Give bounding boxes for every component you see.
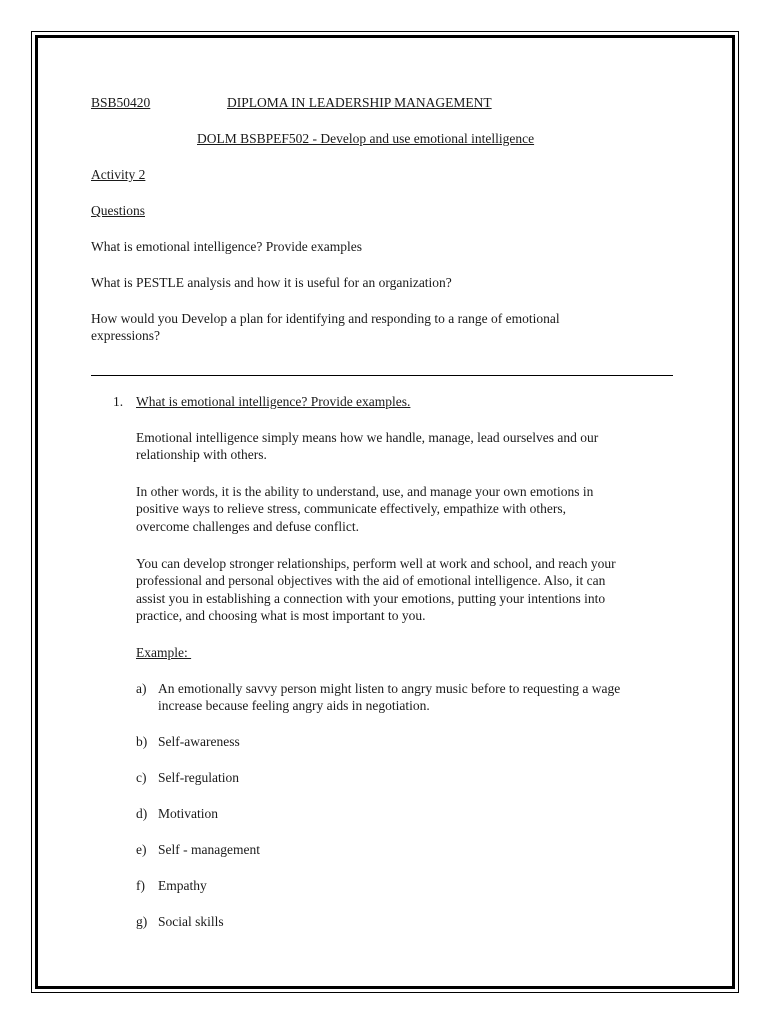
para2-line-2: positive ways to relieve stress, communicate effectively, empathize with others, — [136, 501, 566, 516]
example-heading: Example: — [136, 645, 192, 660]
answer-heading: What is emotional intelligence? Provide examples. — [136, 394, 411, 409]
para1-line-2: relationship with others. — [136, 447, 267, 462]
example-a-line-2: increase because feeling angry aids in negotiation. — [158, 698, 430, 713]
example-b-marker: b) — [136, 734, 148, 749]
example-c-marker: c) — [136, 770, 147, 785]
example-d-marker: d) — [136, 806, 148, 821]
questions-heading: Questions — [91, 203, 145, 218]
example-f-text: Empathy — [158, 878, 207, 893]
para1-line-1: Emotional intelligence simply means how we handle, manage, lead ourselves and our — [136, 430, 599, 445]
course-title: DIPLOMA IN LEADERSHIP MANAGEMENT — [227, 95, 492, 110]
example-a-line-1: An emotionally savvy person might listen to angry music before to requesting a wage — [158, 681, 621, 696]
para3-line-4: practice, and choosing what is most important to you. — [136, 608, 426, 623]
para3-line-3: assist you in establishing a connection with your emotions, putting your intentions into — [136, 591, 606, 606]
example-c-text: Self-regulation — [158, 770, 239, 785]
para3-line-1: You can develop stronger relationships, perform well at work and school, and reach your — [136, 556, 616, 571]
question-3-line-2: expressions? — [91, 328, 160, 343]
answer-number: 1. — [113, 394, 124, 409]
example-g-marker: g) — [136, 914, 148, 929]
unit-title: DOLM BSBPEF502 - Develop and use emotional intelligence — [197, 131, 535, 146]
para2-line-3: overcome challenges and defuse conflict. — [136, 519, 360, 534]
example-f-marker: f) — [136, 878, 145, 893]
question-2: What is PESTLE analysis and how it is useful for an organization? — [91, 275, 452, 290]
example-e-marker: e) — [136, 842, 147, 857]
question-3-line-1: How would you Develop a plan for identifying and responding to a range of emotional — [91, 311, 560, 326]
example-d-text: Motivation — [158, 806, 218, 821]
example-b-text: Self-awareness — [158, 734, 240, 749]
course-code: BSB50420 — [91, 95, 151, 110]
activity-label: Activity 2 — [91, 167, 146, 182]
example-a-marker: a) — [136, 681, 147, 696]
para2-line-1: In other words, it is the ability to understand, use, and manage your own emotions in — [136, 484, 594, 499]
question-1: What is emotional intelligence? Provide examples — [91, 239, 363, 254]
example-e-text: Self - management — [158, 842, 260, 857]
separator-rule — [91, 375, 673, 376]
example-g-text: Social skills — [158, 914, 224, 929]
para3-line-2: professional and personal objectives with the aid of emotional intelligence. Also, it can — [136, 573, 606, 588]
